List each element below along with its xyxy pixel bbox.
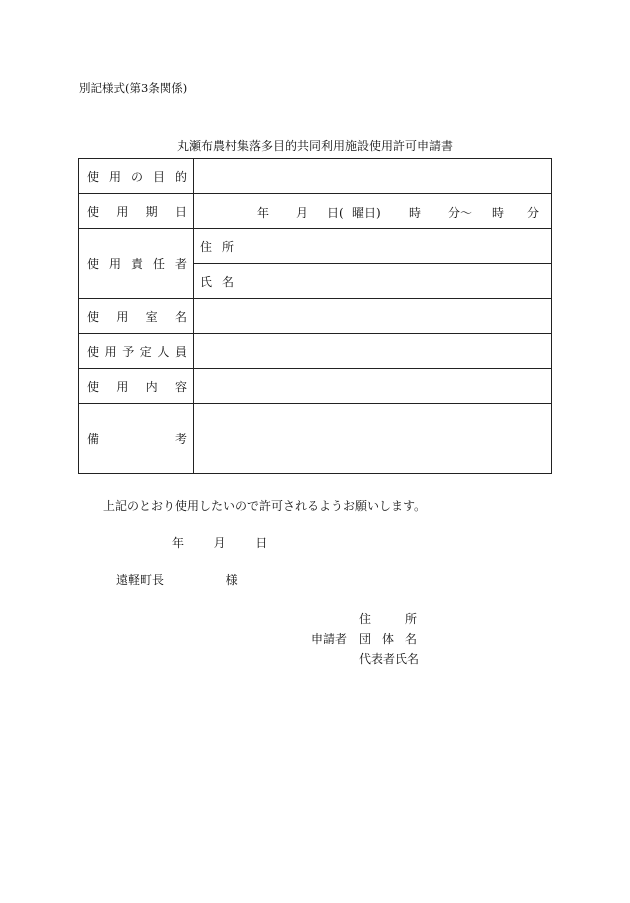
- row-responsible-address: [79, 229, 552, 264]
- label-planned-people-char: 員: [174, 344, 187, 359]
- addressee-honorific: 様: [225, 573, 238, 587]
- label-content-char: 内: [145, 379, 158, 394]
- field-period[interactable]: [194, 194, 552, 229]
- row-remarks: [79, 404, 552, 474]
- label-planned-people-char: 予: [122, 344, 135, 359]
- applicant-block: [311, 608, 419, 668]
- row-purpose: [79, 159, 552, 194]
- label-planned-people: [79, 334, 194, 369]
- period-hour-end: 時: [492, 206, 505, 220]
- period-hour-start: 時: [409, 206, 422, 220]
- period-minute-end: 分: [527, 206, 540, 220]
- date-day: 日: [255, 536, 268, 550]
- label-responsible-char: 者: [174, 257, 187, 271]
- label-responsible-char: 使: [87, 257, 100, 271]
- addressee-name: 遠軽町長: [116, 573, 165, 587]
- period-minute-start: 分〜: [448, 206, 473, 220]
- label-purpose-char: の: [130, 169, 143, 184]
- sublabel-address-char: 住: [200, 239, 213, 254]
- sublabel-name: [200, 273, 234, 290]
- label-room-char: 室: [145, 309, 158, 324]
- label-planned-people-char: 用: [104, 344, 117, 359]
- label-period-char: 日: [174, 204, 187, 219]
- applicant-prefix: 申請者: [311, 631, 348, 646]
- period-month: 月: [296, 206, 309, 220]
- applicant-group-char: 体: [381, 631, 394, 646]
- label-purpose-char: 的: [174, 169, 187, 184]
- label-responsible-char: 任: [152, 257, 165, 271]
- applicant-address-char: 住: [359, 611, 372, 626]
- sublabel-address: [200, 238, 234, 255]
- applicant-group-char: 団: [359, 631, 372, 646]
- label-room-char: 用: [116, 309, 129, 324]
- label-period-char: 用: [116, 204, 129, 219]
- sublabel-name-char: 名: [221, 274, 234, 289]
- label-purpose-char: 用: [108, 169, 121, 184]
- field-responsible-address[interactable]: [194, 229, 552, 264]
- row-planned-people: [79, 334, 552, 369]
- row-content: [79, 369, 552, 404]
- applicant-address-char: 所: [404, 611, 417, 626]
- label-remarks: [79, 404, 194, 474]
- field-responsible-name[interactable]: [194, 264, 552, 299]
- label-planned-people-char: 定: [139, 344, 152, 359]
- date-month: 月: [213, 536, 226, 550]
- request-statement: 上記のとおり使用したいので許可されるようお願いします。: [103, 499, 427, 513]
- label-planned-people-char: 使: [87, 344, 100, 359]
- label-content-char: 容: [174, 379, 187, 394]
- label-remarks-char: 考: [174, 432, 187, 446]
- label-responsible-char: 責: [130, 257, 143, 271]
- addressee: [116, 571, 238, 588]
- label-period-char: 使: [87, 204, 100, 219]
- row-room: [79, 299, 552, 334]
- field-remarks[interactable]: [194, 404, 552, 474]
- label-period-char: 期: [145, 204, 158, 219]
- label-content-char: 用: [116, 379, 129, 394]
- field-room[interactable]: [194, 299, 552, 334]
- sublabel-name-char: 氏: [200, 274, 213, 289]
- label-content: [79, 369, 194, 404]
- period-year: 年: [257, 206, 270, 220]
- date-line: [172, 534, 267, 551]
- label-responsible-char: 用: [108, 257, 121, 271]
- label-planned-people-char: 人: [157, 344, 170, 359]
- label-room: [79, 299, 194, 334]
- label-responsible: [79, 229, 194, 299]
- sublabel-address-char: 所: [221, 239, 234, 254]
- field-content[interactable]: [194, 369, 552, 404]
- label-purpose: [79, 159, 194, 194]
- label-room-char: 使: [87, 309, 100, 324]
- field-planned-people[interactable]: [194, 334, 552, 369]
- document-title: 丸瀬布農村集落多目的共同利用施設使用許可申請書: [176, 139, 453, 153]
- form-label: 別記様式(第3条関係): [79, 81, 188, 95]
- label-room-char: 名: [174, 309, 187, 324]
- period-day: 日(: [327, 206, 344, 220]
- label-content-char: 使: [87, 379, 100, 394]
- label-purpose-char: 使: [87, 169, 100, 184]
- applicant-representative-label: 代表者氏名: [359, 651, 420, 666]
- field-purpose[interactable]: [194, 159, 552, 194]
- application-table: [78, 158, 552, 474]
- row-period: [79, 194, 552, 229]
- period-weekday: 曜日): [352, 206, 381, 220]
- label-purpose-char: 目: [152, 169, 165, 184]
- label-period: [79, 194, 194, 229]
- applicant-address-label: [359, 610, 417, 627]
- applicant-group-char: 名: [404, 631, 417, 646]
- label-remarks-char: 備: [87, 432, 100, 446]
- applicant-group-label: [359, 630, 417, 647]
- date-year: 年: [172, 536, 185, 550]
